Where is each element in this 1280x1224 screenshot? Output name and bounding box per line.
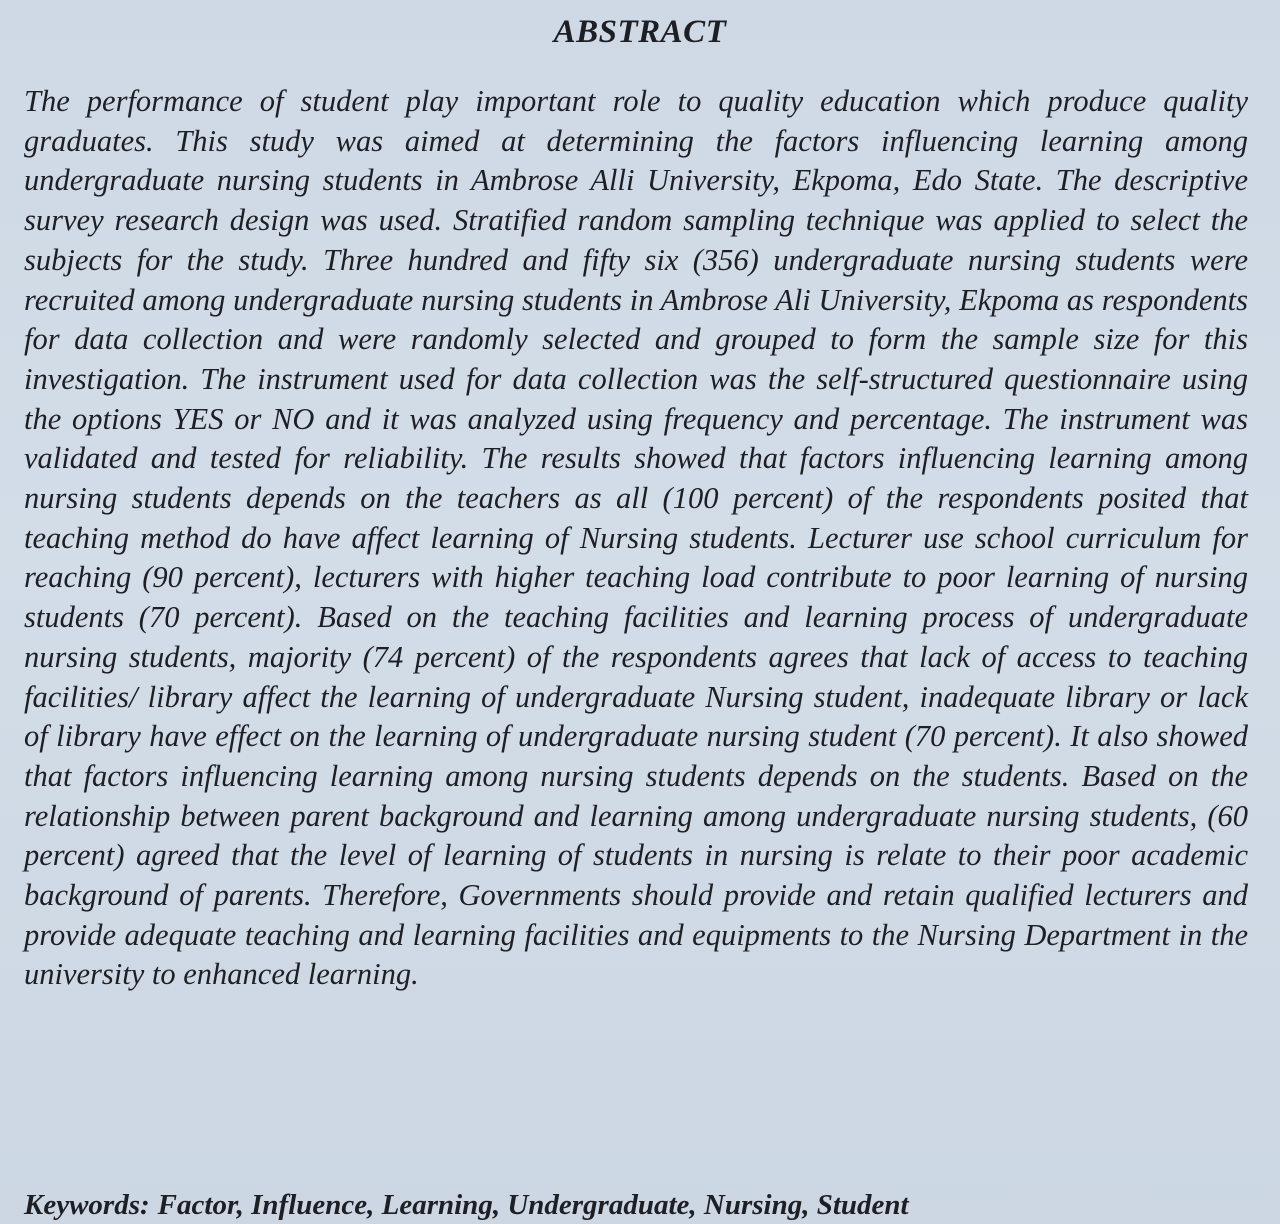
keywords-list: Factor, Influence, Learning, Undergraduate, Nursing, Student (157, 1189, 909, 1221)
keywords-line (24, 1186, 1124, 1224)
abstract-heading: ABSTRACT (553, 14, 727, 50)
keywords-label: Keywords: (24, 1189, 150, 1221)
abstract-paragraph: The performance of student play important role to quality education which produce quality graduates. This study was aimed at determining the factors influencing learning among undergraduate nursing students in Ambrose Alli University, Ekpoma, Edo State. The descriptive survey research design was used. Stratified random sampling technique was applied to select the subjects for the study. Three hundred and fifty six (356) undergraduate nursing students were recruited among undergraduate nursing students in Ambrose Ali University, Ekpoma as respondents for data collection and were randomly selected and grouped to form the sample size for this investigation. The instrument used for data collection was the self-structured questionnaire using the options YES or NO and it was analyzed using frequency and percentage. The instrument was validated and tested for reliability. The results showed that factors influencing learning among nursing students depends on the teachers as all (100 percent) of the respondents posited that teaching method do have affect learning of Nursing students. Lecturer use school curriculum for reaching (90 percent), lecturers with higher teaching load contribute to poor learning of nursing students (70 percent). Based on the teaching facilities and learning process of undergraduate nursing students, majority (74 percent) of the respondents agrees that lack of access to teaching facilities/ library affect the learning of undergraduate Nursing student, inadequate library or lack of library have effect on the learning of undergraduate nursing student (70 percent). It also showed that factors influencing learning among nursing students depends on the students. Based on the relationship between parent background and learning among undergraduate nursing students, (60 percent) agreed that the level of learning of students in nursing is relate to their poor academic background of parents. Therefore, Governments should provide and retain qualified lecturers and provide adequate teaching and learning facilities and equipments to the Nursing Department in the university to enhanced learning. (24, 84, 1248, 992)
